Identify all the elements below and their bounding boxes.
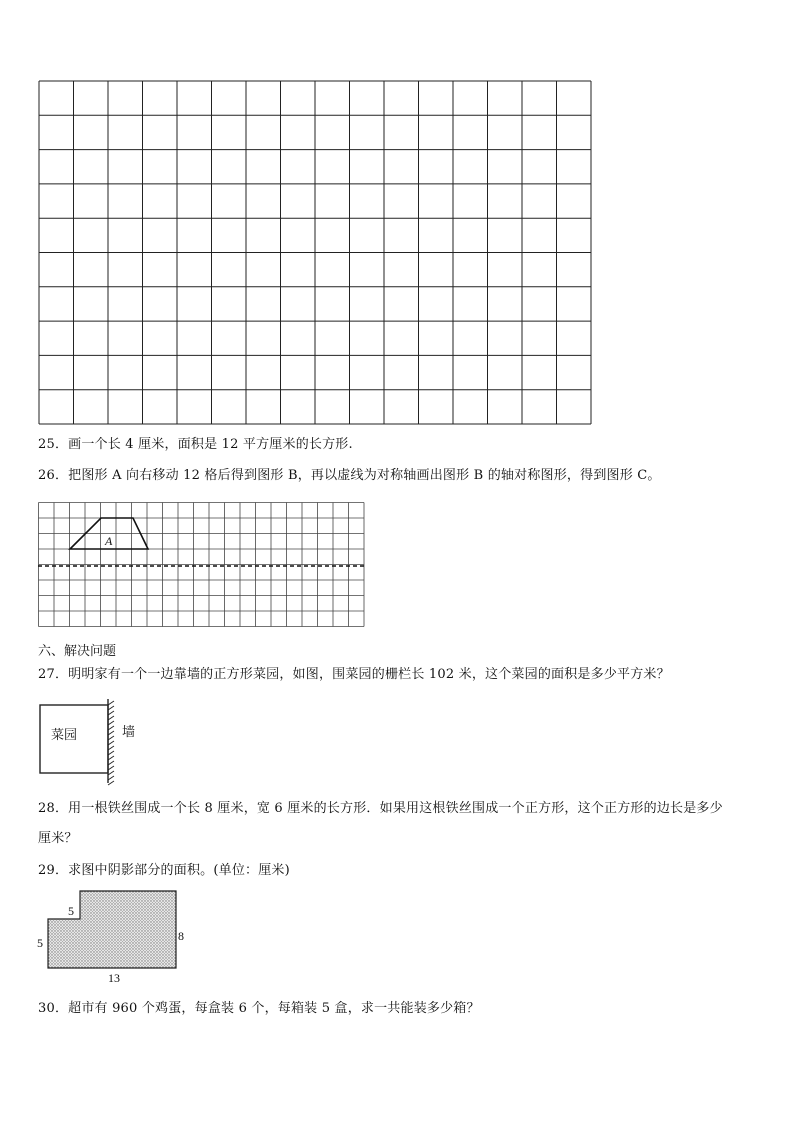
wall-hatch-mark (108, 751, 114, 755)
question-text-line1: 用一根铁丝围成一个长 8 厘米，宽 6 厘米的长方形．如果用这根铁丝围成一个正方形，这个正方形的边长是多少 (68, 801, 723, 816)
wall-label: 墙 (122, 724, 136, 739)
question-26 (38, 467, 661, 485)
wall-hatch-mark (108, 731, 114, 735)
question-29 (38, 862, 290, 880)
question-number: 25． (38, 437, 69, 452)
question-text: 把图形 A 向右移动 12 格后得到图形 B，再以虚线为对称轴画出图形 B 的轴对称图形，得到图形 C。 (68, 468, 661, 483)
question-text: 求图中阴影部分的面积。(单位：厘米) (68, 863, 290, 878)
question-text: 明明家有一个一边靠墙的正方形菜园，如图，围菜园的栅栏长 102 米，这个菜园的面积是多少平方米？ (68, 667, 670, 682)
garden-label: 菜园 (51, 727, 78, 742)
shape-a-label: A (105, 534, 113, 548)
wall-hatch-mark (108, 716, 114, 720)
wall-hatch-mark (108, 766, 114, 770)
drawing-grid-large (38, 80, 592, 426)
question-number: 30． (38, 1001, 69, 1016)
dim-left: 5 (37, 936, 43, 950)
wall-hatch-mark (108, 701, 114, 705)
question-number: 28． (38, 801, 69, 816)
question-number: 29． (38, 863, 69, 878)
wall-hatch-mark (108, 776, 114, 780)
translation-grid (38, 502, 368, 628)
wall-hatch-mark (108, 721, 114, 725)
wall-hatch-mark (108, 746, 114, 750)
dim-right: 8 (178, 929, 184, 943)
wall-hatch-mark (108, 771, 114, 775)
l-shape-shaded (48, 891, 176, 968)
question-number: 27． (38, 667, 69, 682)
dim-top-left: 5 (68, 904, 74, 918)
question-number: 26． (38, 468, 69, 483)
wall-hatch-mark (108, 711, 114, 715)
wall-hatch-mark (108, 706, 114, 710)
shaded-area-figure (30, 888, 200, 988)
question-27 (38, 666, 670, 684)
question-30 (38, 1000, 480, 1018)
question-28 (38, 800, 723, 818)
wall-hatch-mark (108, 736, 114, 740)
wall-hatch-mark (108, 781, 114, 785)
dim-bottom: 13 (108, 971, 120, 985)
wall-hatch-mark (108, 741, 114, 745)
wall-hatch-mark (108, 761, 114, 765)
question-25 (38, 436, 353, 454)
wall-hatch-mark (108, 726, 114, 730)
question-text: 超市有 960 个鸡蛋，每盒装 6 个，每箱装 5 盒，求一共能装多少箱？ (68, 1001, 480, 1016)
section-title: 六、解决问题 (38, 644, 117, 659)
question-text: 画一个长 4 厘米，面积是 12 平方厘米的长方形. (68, 437, 353, 452)
garden-figure (38, 697, 148, 787)
question-28-cont: 厘米？ (38, 831, 78, 846)
wall-hatch-mark (108, 756, 114, 760)
